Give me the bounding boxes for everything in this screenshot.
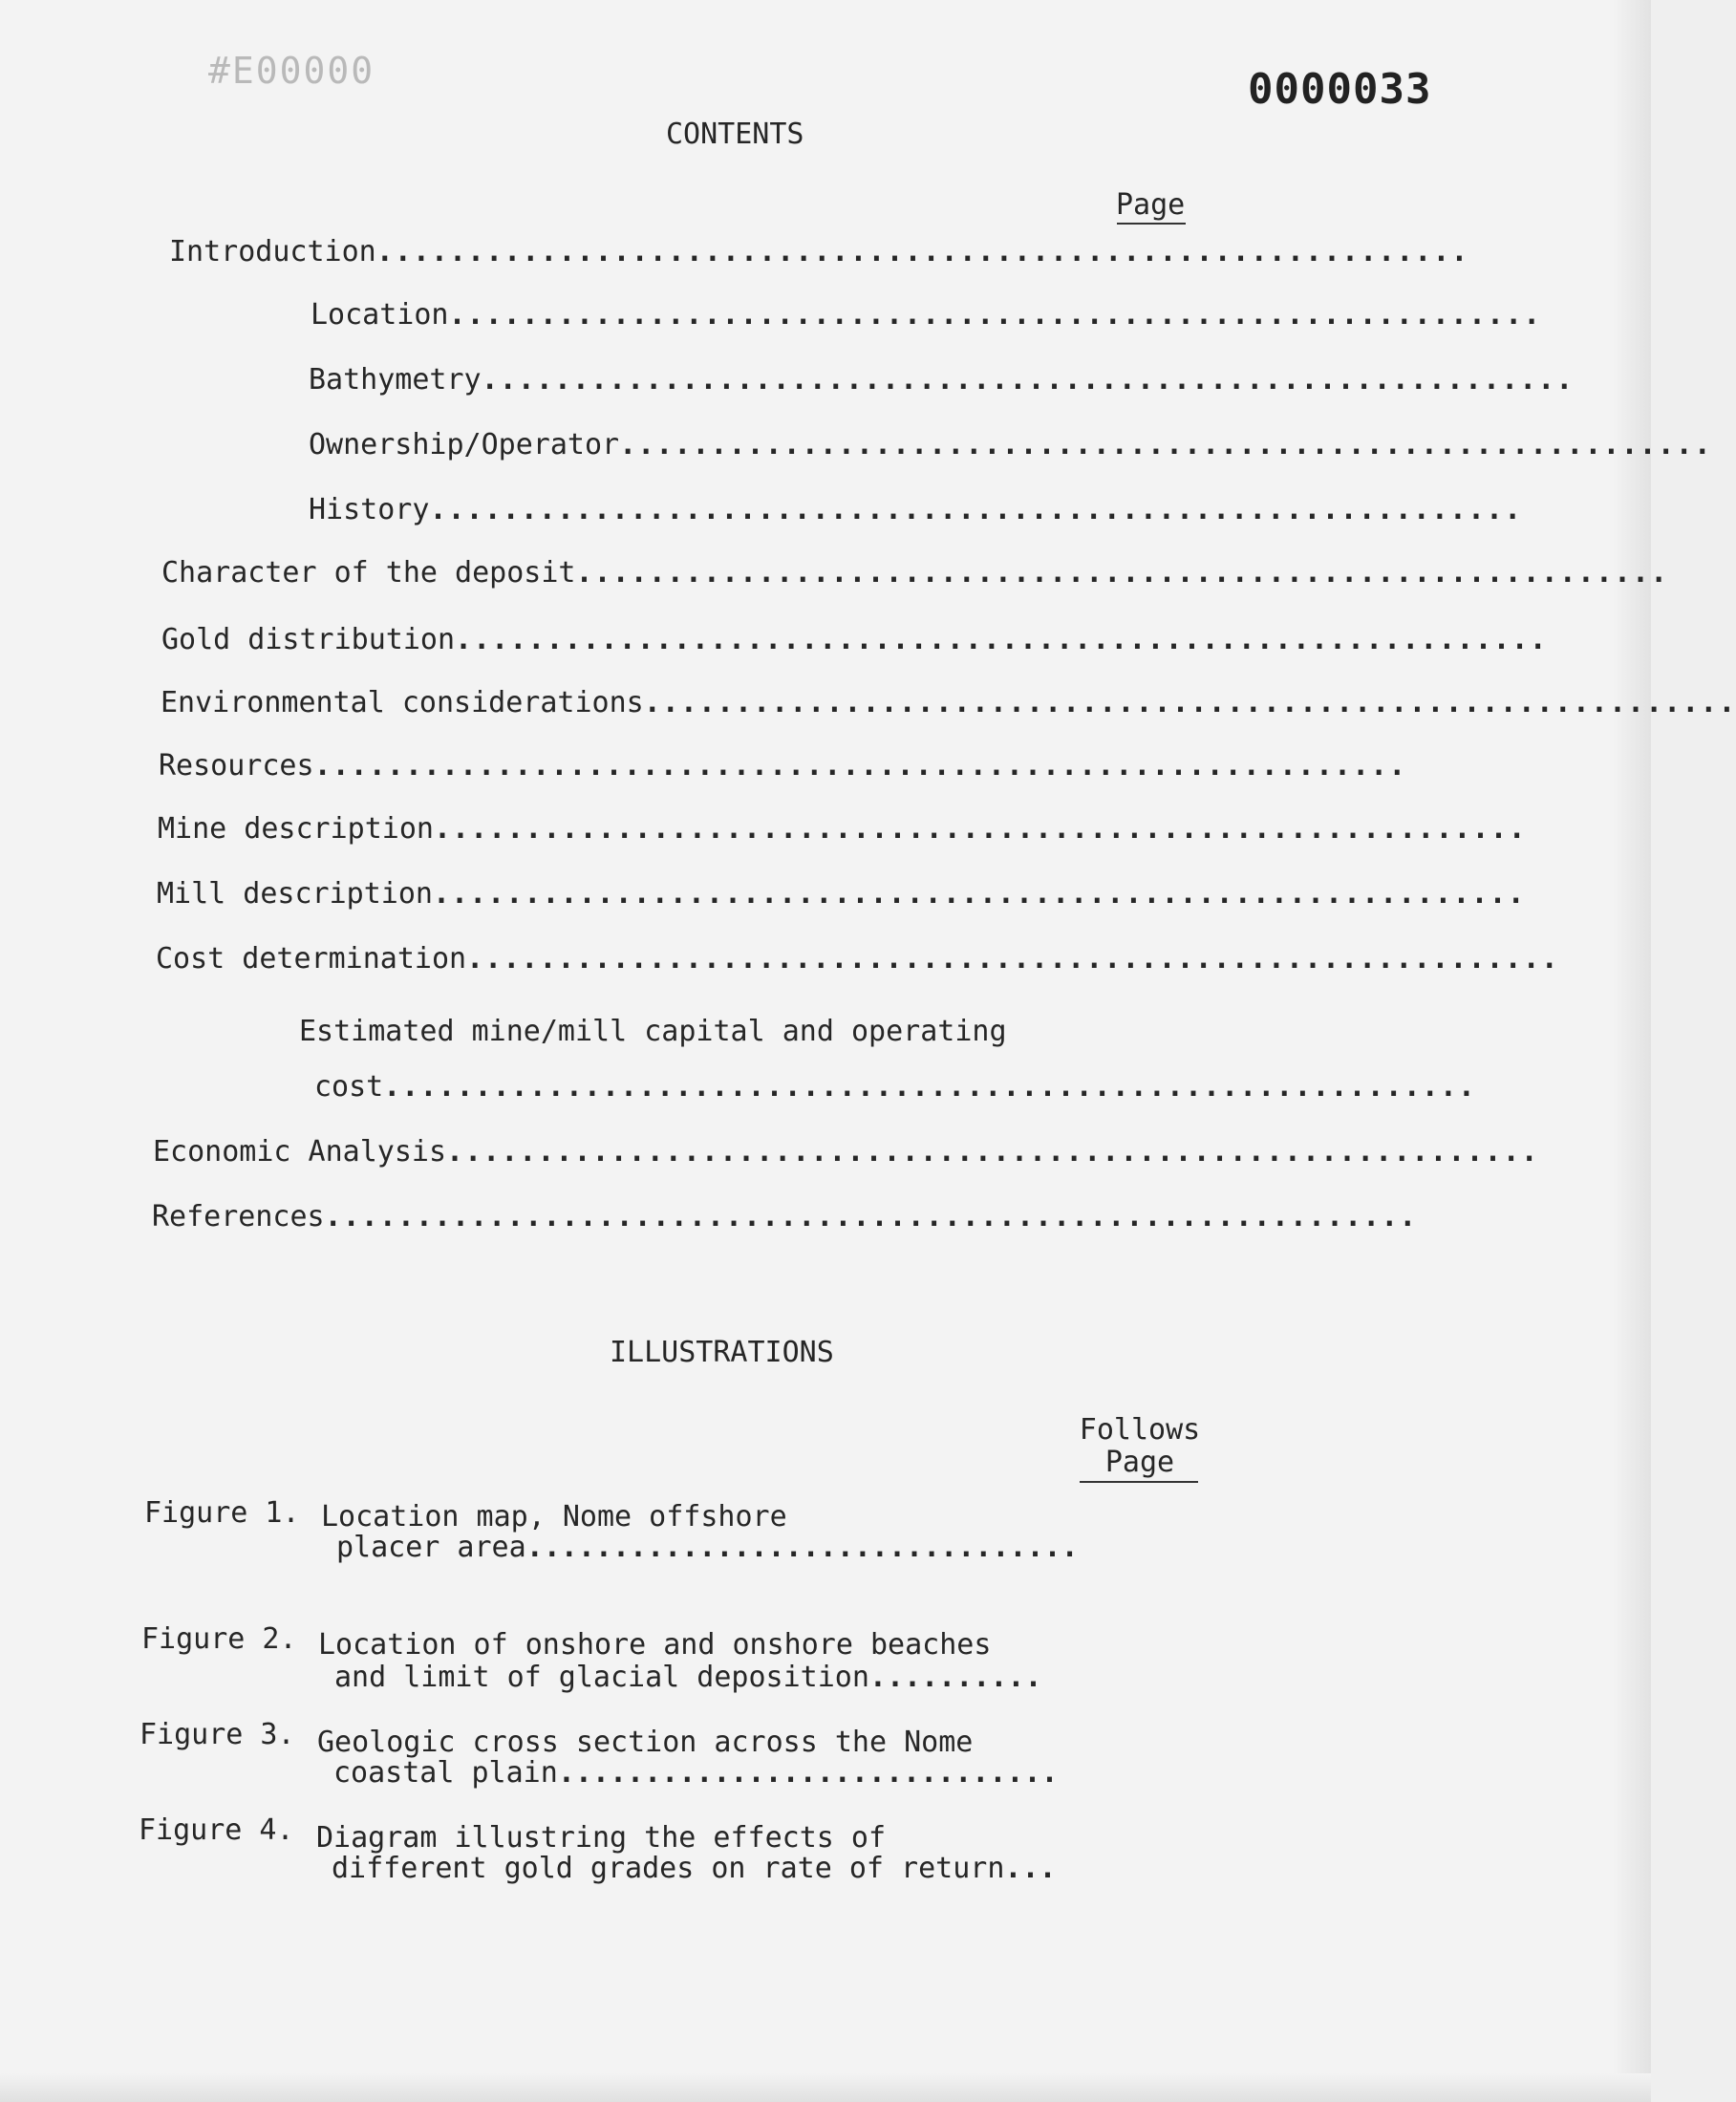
faint-stamp: #E00000 [208, 50, 375, 92]
figure-caption-line2[interactable] [333, 1756, 1059, 1790]
figure-caption-line2[interactable] [336, 1531, 1079, 1564]
dot-leader: ............................................................ [619, 428, 1712, 461]
dot-leader: ............................................................ [466, 942, 1559, 976]
dot-leader: ............................................................ [429, 493, 1523, 526]
dot-leader: ............................................................ [643, 686, 1736, 719]
toc-entry[interactable] [158, 812, 1527, 850]
figure-caption-line1: Geologic cross section across the Nome [317, 1726, 974, 1759]
illustrations-title: ILLUSTRATIONS [610, 1336, 834, 1369]
toc-entry-label: History [309, 493, 430, 526]
page-column-heading: Page [1116, 188, 1186, 222]
figure-caption-line1: Location of onshore and onshore beaches [318, 1628, 992, 1662]
page-column-underline [1117, 223, 1186, 225]
dot-leader: ............................................................ [432, 877, 1526, 911]
dot-leader: ............................................................ [433, 812, 1527, 846]
figure-caption-text: placer area [336, 1531, 526, 1564]
figure-number: Figure 1. [144, 1496, 300, 1530]
figure-number: Figure 2. [141, 1622, 297, 1656]
dot-leader: ............................. [557, 1756, 1059, 1790]
dot-leader: ............................................................ [481, 363, 1575, 397]
dot-leader: ............................................................ [313, 749, 1407, 783]
toc-entry[interactable] [161, 686, 1736, 724]
dot-leader: ............................................................ [448, 298, 1542, 332]
follows-page-underline [1080, 1481, 1198, 1483]
toc-entry[interactable] [309, 493, 1523, 531]
dot-leader: .......... [868, 1661, 1042, 1694]
toc-entry[interactable] [161, 623, 1548, 661]
toc-entry[interactable] [314, 1070, 1476, 1108]
dot-leader: ................................ [525, 1531, 1079, 1564]
toc-entry[interactable] [309, 363, 1575, 401]
toc-entry-label: Gold distribution [161, 623, 456, 656]
figure-caption-line1: Diagram illustring the effects of [316, 1821, 887, 1855]
toc-entry[interactable] [156, 942, 1559, 980]
figure-caption-line1: Location map, Nome offshore [321, 1500, 787, 1534]
toc-entry[interactable] [311, 298, 1542, 336]
toc-entry-label: Character of the deposit [161, 556, 576, 590]
toc-entry[interactable] [152, 1200, 1418, 1238]
dot-leader: ... [1004, 1852, 1057, 1885]
toc-entry-label: Ownership/Operator [309, 428, 620, 461]
toc-entry-label: References [152, 1200, 325, 1233]
dot-leader: ............................................................ [575, 556, 1669, 590]
toc-entry[interactable] [159, 749, 1407, 787]
toc-entry-label: cost [314, 1070, 384, 1104]
toc-entry-label: Location [311, 298, 449, 332]
dot-leader: ............................................................ [324, 1200, 1418, 1233]
follows-label: Follows [1079, 1413, 1201, 1447]
figure-caption-text: different gold grades on rate of return [332, 1852, 1005, 1885]
toc-entry[interactable] [309, 428, 1712, 466]
contents-title: CONTENTS [666, 118, 804, 151]
dot-leader: ............................................................ [375, 235, 1469, 268]
toc-entry[interactable] [153, 1135, 1539, 1173]
figure-caption-line2[interactable] [332, 1852, 1057, 1885]
toc-entry-label-line1: Estimated mine/mill capital and operating [299, 1015, 1007, 1048]
figure-caption-line2[interactable] [334, 1661, 1042, 1694]
toc-entry-label: Economic Analysis [153, 1135, 447, 1169]
toc-entry-label: Environmental considerations [161, 686, 644, 719]
figure-caption-text: coastal plain [333, 1756, 558, 1790]
dot-leader: ............................................................ [383, 1070, 1476, 1104]
toc-entry[interactable] [169, 235, 1469, 273]
toc-entry-label: Resources [159, 749, 314, 783]
scan-edge [0, 2073, 1651, 2102]
scan-edge [1613, 0, 1651, 2102]
figure-number: Figure 3. [139, 1718, 295, 1751]
toc-entry[interactable] [157, 877, 1526, 915]
toc-entry-label: Mine description [158, 812, 434, 846]
toc-entry-label: Introduction [169, 235, 376, 268]
document-number: 0000033 [1248, 65, 1432, 114]
toc-entry-label: Bathymetry [309, 363, 482, 397]
figure-number: Figure 4. [139, 1813, 294, 1847]
toc-entry[interactable] [161, 556, 1669, 594]
follows-page-heading [1075, 1414, 1205, 1479]
page-label: Page [1104, 1446, 1175, 1479]
figure-caption-text: and limit of glacial deposition [334, 1661, 869, 1694]
toc-entry-label: Cost determination [156, 942, 467, 976]
dot-leader: ............................................................ [446, 1135, 1539, 1169]
dot-leader: ............................................................ [455, 623, 1548, 656]
toc-entry-label: Mill description [157, 877, 433, 911]
